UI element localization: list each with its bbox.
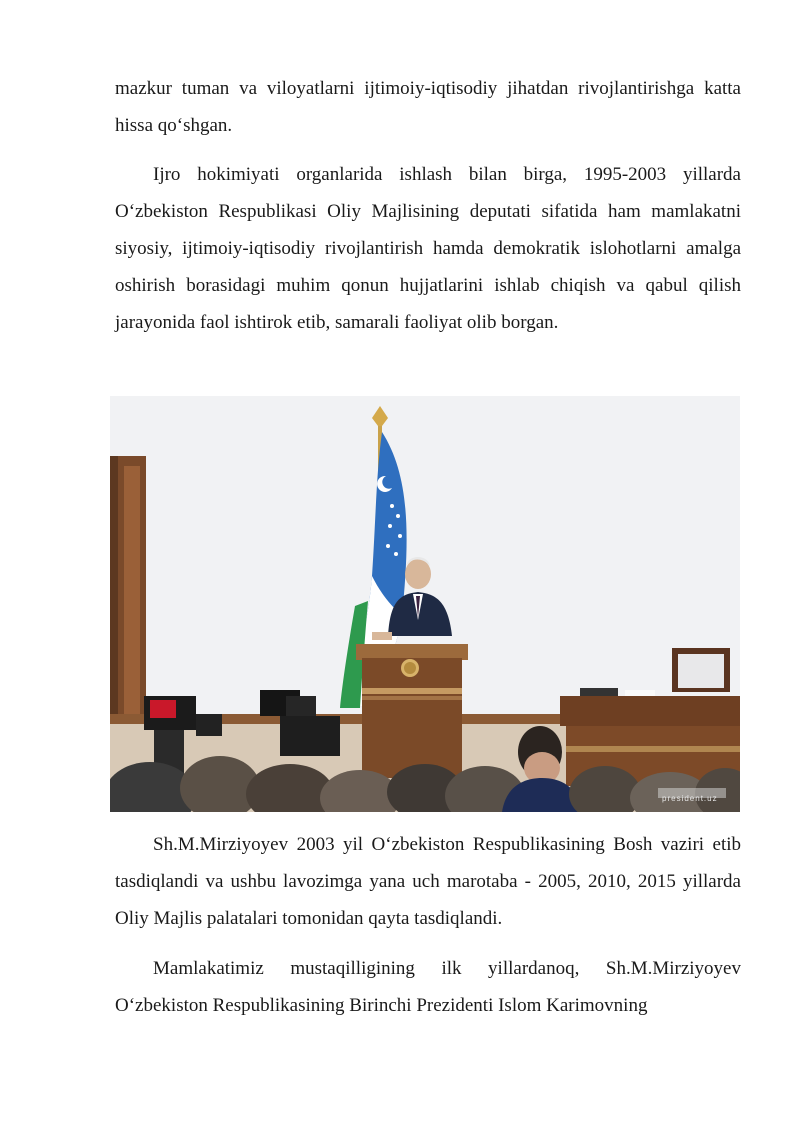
photo-watermark: president.uz <box>662 794 718 803</box>
conference-photo <box>110 396 740 812</box>
paragraph-deputy-career: Ijro hokimiyati organlarida ishlash bilan birga, 1995-2003 yillarda O‘zbekiston Respublikasi Oliy Majlisining deputati sifatida ham mamlakatni siyosiy, ijtimoiy-iqtisodiy rivojlantirish hamda demokratik islohotlarni amalga oshirish borasidagi muhim qonun hujjatlarini ishlab chiqish va qabul qilish jarayonida faol ishtirok etib, samarali faoliyat olib borgan. <box>115 164 741 333</box>
paragraph-continuation: mazkur tuman va viloyatlarni ijtimoiy-iqtisodiy jihatdan rivojlantirishga katta hissa qo‘shgan. <box>115 78 741 136</box>
paragraph-prime-minister: Sh.M.Mirziyoyev 2003 yil O‘zbekiston Respublikasining Bosh vaziri etib tasdiqlandi va ushbu lavozimga yana uch marotaba - 2005, 2010, 2015 yillarda Oliy Majlis palatalari tomonidan qayta tasdiqlandi. <box>115 834 741 929</box>
paragraph-independence-years: Mamlakatimiz mustaqilligining ilk yillardanoq, Sh.M.Mirziyoyev O‘zbekiston Respublikasining Birinchi Prezidenti Islom Karimovning <box>115 958 741 1016</box>
